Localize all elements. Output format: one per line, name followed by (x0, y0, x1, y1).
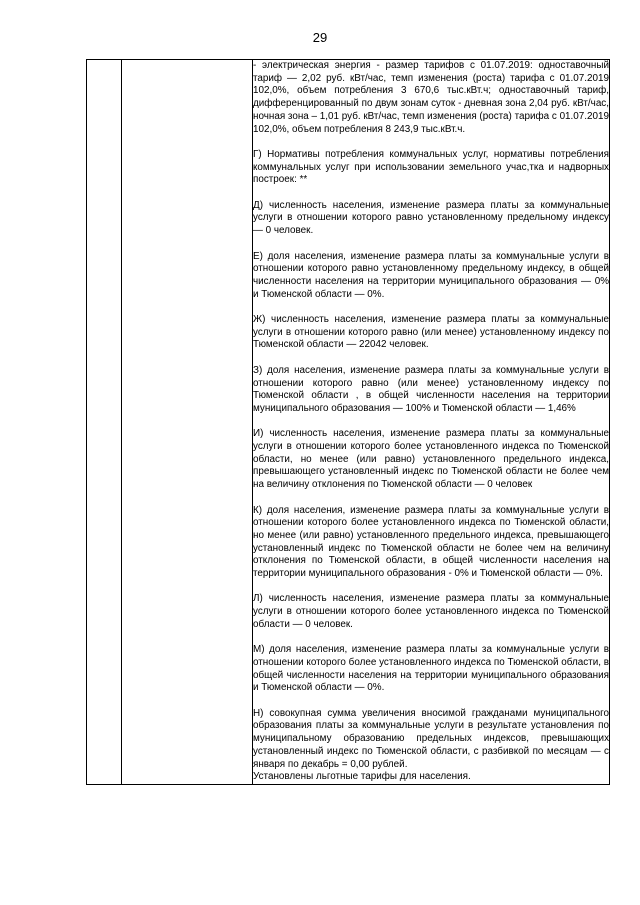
paragraph-k: К) доля населения, изменение размера платы за коммунальные услуги в отношении которого более установленного индекса по Тюменской области, но менее (или равно) установленного предельного индекса, превышающего установленный индекс по Тюменской области не более чем на величину отклонения по Тюменской области, в общей численности населения на территории муниципального образования - 0% и Тюменской области — 0%. (253, 504, 609, 580)
paragraph-z: З) доля населения, изменение размера платы за коммунальные услуги в отношении которого равно (или менее) установленному индексу по Тюменской области , в общей численности населения на территории муниципального образования — 100% и Тюменской области — 1,46% (253, 364, 609, 414)
page-number: 29 (312, 30, 328, 45)
paragraph-electricity: - электрическая энергия - размер тарифов с 01.07.2019: одноставочный тариф — 2,02 руб. кВт/час, темп изменения (роста) тарифа с 01.07.2019 102,0%, объем потребления 3 670,6 тыс.кВт.ч; одноставочный тариф, дифференцированный по двум зонам суток - дневная зона 2,04 руб. кВт/час, ночная зона – 1,01 руб. кВт/час, темп изменения (роста) тарифа с 01.07.2019 102,0%, объем потребления 8 243,9 тыс.кВт.ч. (253, 60, 609, 135)
content-cell (253, 60, 610, 785)
paragraph-d: Д) численность населения, изменение размера платы за коммунальные услуги в отношении которого равно установленному предельному индексу — 0 человек. (253, 199, 609, 237)
table-row (87, 60, 610, 785)
empty-cell-number (87, 60, 122, 785)
paragraph-l: Л) численность населения, изменение размера платы за коммунальные услуги в отношении которого более установленного индекса по Тюменской области — 0 человек. (253, 593, 609, 630)
paragraph-zh: Ж) численность населения, изменение размера платы за коммунальные услуги в отношении которого равно (или менее) установленному индексу по Тюменской области — 22042 человек. (253, 314, 609, 351)
paragraph-e: Е) доля населения, изменение размера платы за коммунальные услуги в отношении которого равно установленному предельному индексу, в общей численности населения на территории муниципального образования — 0% и Тюменской области — 0%. (253, 250, 609, 300)
empty-cell-label (122, 60, 253, 785)
document-table (86, 59, 610, 785)
paragraph-m: М) доля населения, изменение размера платы за коммунальные услуги в отношении которого более установленного индекса по Тюменской области, в общей численности населения на территории муниципального образования и Тюменской области — 0%. (253, 644, 609, 694)
paragraph-n: Н) совокупная сумма увеличения вносимой гражданами муниципального образования платы за коммунальные услуги в результате установления по муниципальному образованию предельных индексов, превышающих установленный индекс по Тюменской области, с разбивкой по месяцам — с января по декабрь = 0,00 рублей. (253, 707, 609, 770)
paragraph-g: Г) Нормативы потребления коммунальных услуг, нормативы потребления коммунальных услуг при использовании земельного учас,тка и надворных построек: ** (253, 148, 609, 186)
paragraph-i: И) численность населения, изменение размера платы за коммунальные услуги в отношении которого более установленного индекса по Тюменской области, но менее (или равно) установленного предельного индекса, превышающего установленный индекс по Тюменской области не более чем на величину отклонения по Тюменской области — 0 человек (253, 428, 609, 491)
final-line: Установлены льготные тарифы для населения. (253, 771, 471, 783)
